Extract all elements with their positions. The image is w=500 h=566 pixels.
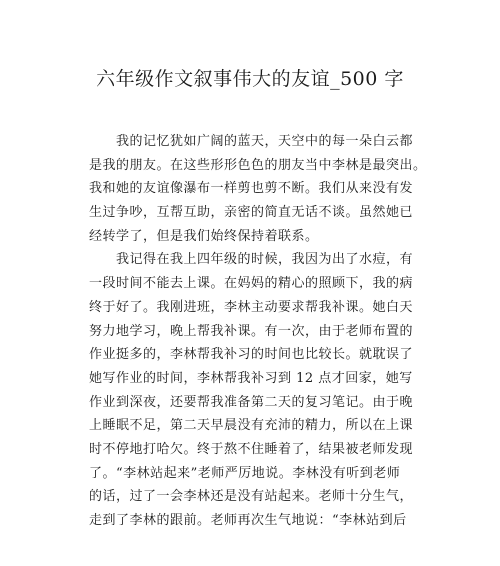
paragraph-2-line-10: 了。“李林站起来”老师严厉地说。李林没有听到老师 (89, 465, 401, 481)
paragraph-1-line-1: 我的记忆犹如广阔的蓝天，天空中的每一朵白云都 (116, 134, 414, 149)
document-title: 六年级作文叙事伟大的友谊_500 字 (96, 68, 404, 90)
paragraph-2-line-4: 努力地学习，晚上帮我补课。有一次，由于老师布置的 (89, 323, 414, 339)
paragraph-2-line-7: 作业到深夜，还要帮我准备第二天的复习笔记。由于晚 (89, 394, 414, 410)
paragraph-2-line-3: 终于好了。我刚进班，李林主动要求帮我补课。她白天 (89, 299, 414, 315)
paragraph-2-line-8: 上睡眠不足，第二天早晨没有充沛的精力，所以在上课 (89, 418, 414, 434)
paragraph-1-line-5: 经转学了，但是我们始终保持着联系。 (89, 228, 319, 244)
paragraph-2-line-11: 的话，过了一会李林还是没有站起来。老师十分生气， (89, 489, 414, 505)
paragraph-2-line-12: 走到了李林的跟前。老师再次生气地说：“李林站到后 (89, 513, 407, 528)
paragraph-2-line-2: 一段时间不能去上课。在妈妈的精心的照顾下，我的病 (89, 276, 414, 292)
paragraph-1-line-4: 生过争吵，互帮互助，亲密的简直无话不谈。虽然她已 (89, 205, 414, 221)
paragraph-1-line-3: 我和她的友谊像瀑布一样剪也剪不断。我们从来没有发 (89, 181, 414, 197)
paragraph-2-line-1: 我记得在我上四年级的时候，我因为出了水痘，有 (116, 252, 414, 268)
paragraph-2-line-9: 时不停地打哈欠。终于熬不住睡着了，结果被老师发现 (89, 441, 414, 457)
paragraph-2-line-5: 作业挺多的，李林帮我补习的时间也比较长。就耽误了 (89, 347, 414, 363)
document-body (89, 130, 427, 533)
paragraph-1-line-2: 是我的朋友。在这些形形色色的朋友当中李林是最突出。 (89, 157, 427, 173)
paragraph-2-line-6: 她写作业的时间，李林帮我补习到 12 点才回家，她写 (89, 370, 413, 386)
